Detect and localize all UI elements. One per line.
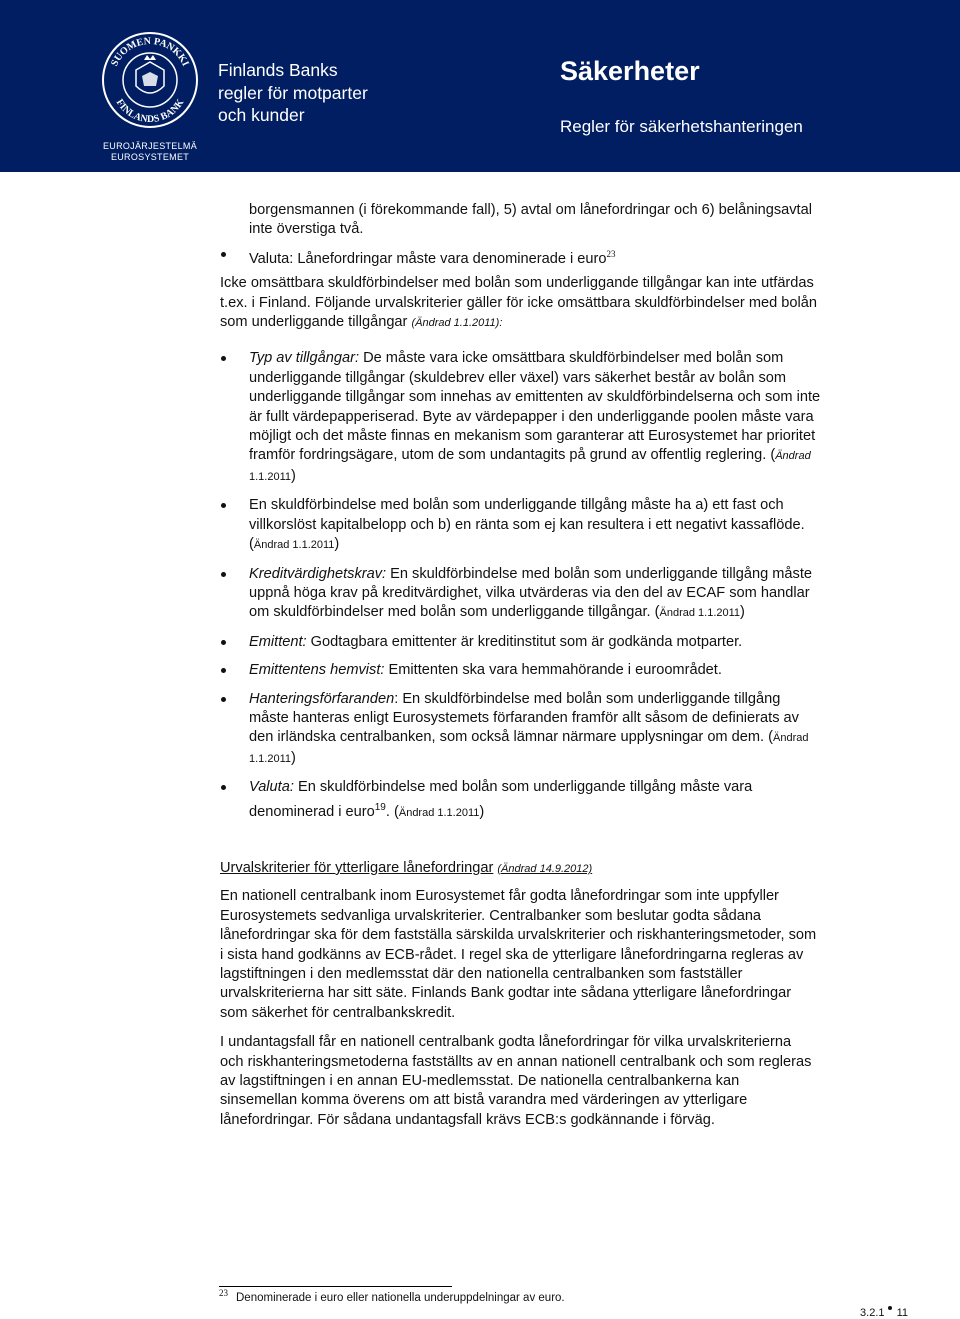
text-line: underliggande tillgångar (skuldebrev eller växel) vars säkerhet består av bolån som (249, 369, 787, 386)
text-span: den irländska centralbanken, som också lämnar närmare upplysningar om dem. (249, 729, 765, 746)
section-subtitle: Regler för säkerhetshanteringen (560, 117, 803, 136)
logo-caption-eurojarjestelma: EUROJÄRJESTELMÄ (102, 141, 198, 151)
amendment-note: 1.1.2011 (249, 752, 292, 765)
page-number (860, 1306, 908, 1319)
bullet-kapitalbelopp (220, 496, 890, 555)
text-span: ( (766, 447, 776, 464)
text-line: urvalskriterierna har sitt säte. Finlands Bank godtar inte sådana ytterligare lånefordringar (220, 985, 792, 1002)
text-line: måste hanteras enligt Eurosystemets förfaranden framför allt såsom de definierats av (249, 709, 799, 726)
text-line: är fullt värdepapperiserad. Byte av värdepapper i den underliggande poolen måste vara (249, 408, 814, 425)
page-number-value: 11 (896, 1307, 908, 1319)
bank-logo (100, 30, 200, 130)
text-span: ) (291, 467, 296, 484)
text-span: ( (650, 604, 660, 621)
bullet-label: Valuta: (249, 779, 294, 796)
page-version: 3.2.1 (860, 1307, 885, 1319)
text-line: uppnå höga krav på kreditvärdighet, vilka utvärderas via den del av ECAF som handlar (249, 584, 810, 601)
bullet-emittent (220, 633, 890, 652)
text-line: lånefordringar ska för dem fastställa särskilda urvalskriterier och riskhanteringsmetoder, som (220, 927, 817, 944)
text-line (220, 313, 890, 333)
section-heading (220, 859, 890, 879)
text-line: Eurosystemets sedvanliga urvalskriterier. Centralbanker som beslutar godta sådana (220, 907, 762, 924)
text-line: av lagstiftningen i en annan EU-medlemsstat. De nationella centralbankerna kan (220, 1073, 740, 1090)
footnote-ref[interactable]: 19 (374, 801, 386, 813)
text-line: lånefordringar. För sådana undantagsfall krävs ECB:s godkännande i förväg. (220, 1111, 715, 1128)
text-span: En skuldförbindelse med bolån som underliggande tillgång måste vara (293, 779, 753, 796)
paragraph-1 (220, 887, 890, 1023)
footnote-number: 23 (219, 1288, 228, 1298)
footnote-ref[interactable]: 23 (606, 248, 616, 259)
text-span: ( (764, 729, 774, 746)
text-span: De måste vara icke omsättbara skuldförbindelser med bolån som (359, 350, 784, 367)
text-span: Godtagbara emittenter är kreditinstitut som är godkända motparter. (306, 633, 743, 650)
text-span: . ( (385, 803, 399, 820)
bullet-label: Hanteringsförfaranden (249, 690, 395, 707)
section-title: Säkerheter (560, 56, 700, 86)
svg-text:SUOMEN PANKKI (109, 36, 191, 68)
amendment-note: Ändrad (773, 732, 809, 745)
text-line: sinsemellan komma överens om att bistå varandra med värderingen av ytterligare (220, 1092, 748, 1109)
text-line: och riskhanteringsmetoderna fastställts av en annan nationell centralbank och som regleras (220, 1053, 812, 1070)
bullet-label: Emittent: (249, 633, 307, 650)
text-span: ( (249, 536, 254, 553)
text-line: borgensmannen (i förekommande fall), 5) avtal om lånefordringar och 6) belåningsavtal (249, 202, 812, 218)
paragraph-2 (220, 1033, 890, 1130)
brand-title (218, 59, 368, 127)
heading-text: Urvalskriterier för ytterligare lånefordringar (220, 859, 494, 876)
logo-caption-eurosystemet: EUROSYSTEMET (110, 152, 190, 162)
bullet-valuta-top (220, 245, 890, 269)
text-span: denominerad i euro (249, 803, 375, 820)
continued-text (220, 201, 890, 240)
footnote (219, 1288, 565, 1304)
text-line: En skuldförbindelse med bolån som underliggande tillgång måste ha a) ett fast och (249, 497, 784, 514)
text-span: ) (479, 803, 485, 820)
svg-text:FINLANDS BANK (114, 97, 187, 125)
bullet-typ-av-tillgangar (220, 349, 890, 487)
text-span: ) (291, 749, 296, 766)
text-line: inte överstiga två. (249, 221, 364, 238)
text-line: villkorslöst kapitalbelopp och b) en ränta som ej kan resultera i ett negativt kassaflöde. (249, 516, 805, 533)
bullet-label: Typ av tillgångar: (249, 350, 360, 367)
brand-line-1: Finlands Banks (218, 60, 338, 80)
footnote-text: Denominerade i euro eller nationella underuppdelningar av euro. (236, 1292, 565, 1304)
text-line: t.ex. i Finland. Följande urvalskriterier gäller för icke omsättbara skuldförbindelser med bolån (220, 294, 817, 311)
brand-line-3: och kunder (218, 105, 305, 125)
logo-ring-text-bottom: FINLANDS BANK (113, 97, 187, 126)
text-span: ) (740, 604, 745, 621)
footnote-divider (219, 1286, 452, 1287)
document-body (220, 201, 890, 1130)
text-line: underliggande tillgångar som innehas av emittenten av skuldförbindelserna och som inte (249, 389, 821, 406)
amendment-note: Ändrad 1.1.2011 (398, 806, 480, 819)
amendment-note: (Ändrad 1.1.2011): (411, 317, 503, 330)
bullet-dot-icon (888, 1306, 892, 1310)
brand-line-2: regler för motparter (218, 82, 368, 103)
text-span: om skuldförbindelser med bolån som underliggande tillgångar. (249, 604, 651, 621)
amendment-note: Ändrad (775, 450, 811, 463)
text-line: lagstiftningen i den medlemsstat där den nationella centralbanken som fastställer (220, 966, 743, 982)
text-line: En nationell centralbank inom Eurosystemet får godta lånefordringar som inte uppfyller (220, 888, 779, 905)
amendment-note: (Ändrad 14.9.2012) (497, 862, 593, 875)
text-line: I undantagsfall får en nationell centralbank godta lånefordringar för vilka urvalskriterierna (220, 1034, 792, 1051)
text-line: Icke omsättbara skuldförbindelser med bolån som underliggande tillgångar kan inte utfärdas (220, 275, 814, 292)
amendment-note: 1.1.2011 (249, 470, 292, 483)
text-line: möjligt och det måste finnas en mekanism som garanterar att Eurosystemet har prioritet (249, 428, 816, 445)
bullet-text: Valuta: Lånefordringar måste vara denominerade i euro (249, 250, 607, 267)
text-span: : En skuldförbindelse med bolån som underliggande tillgång (394, 690, 781, 707)
amendment-note: Ändrad 1.1.2011 (659, 607, 741, 620)
text-span: Emittenten ska vara hemmahörande i euroområdet. (384, 662, 722, 679)
bullet-hanteringsforfaranden (220, 690, 890, 770)
bullet-emittentens-hemvist (220, 661, 890, 680)
bullet-kreditvardighetskrav (220, 565, 890, 624)
text-line: i sista hand godkänns av ECB-rådet. I regel ska de ytterligare lånefordringarna regleras av (220, 946, 804, 963)
text-span: En skuldförbindelse med bolån som underliggande tillgång måste (386, 565, 813, 582)
text-line: som säkerhet för centralbankskredit. (220, 1004, 456, 1021)
paragraph-icke-omsattbara (220, 274, 890, 333)
text-span: framför fordringsägare, utom de som undantagits på grund av offentlig reglering. (249, 447, 767, 464)
bullet-label: Kreditvärdighetskrav: (249, 565, 387, 582)
page-header (0, 0, 960, 172)
text-span: som underliggande tillgångar (220, 314, 408, 331)
bullet-label: Emittentens hemvist: (249, 662, 385, 679)
logo-ring-text-top: SUOMEN PANKKI (109, 35, 191, 69)
bullet-valuta (220, 778, 890, 823)
text-span: ) (334, 536, 340, 553)
amendment-note: Ändrad 1.1.2011 (253, 539, 335, 552)
